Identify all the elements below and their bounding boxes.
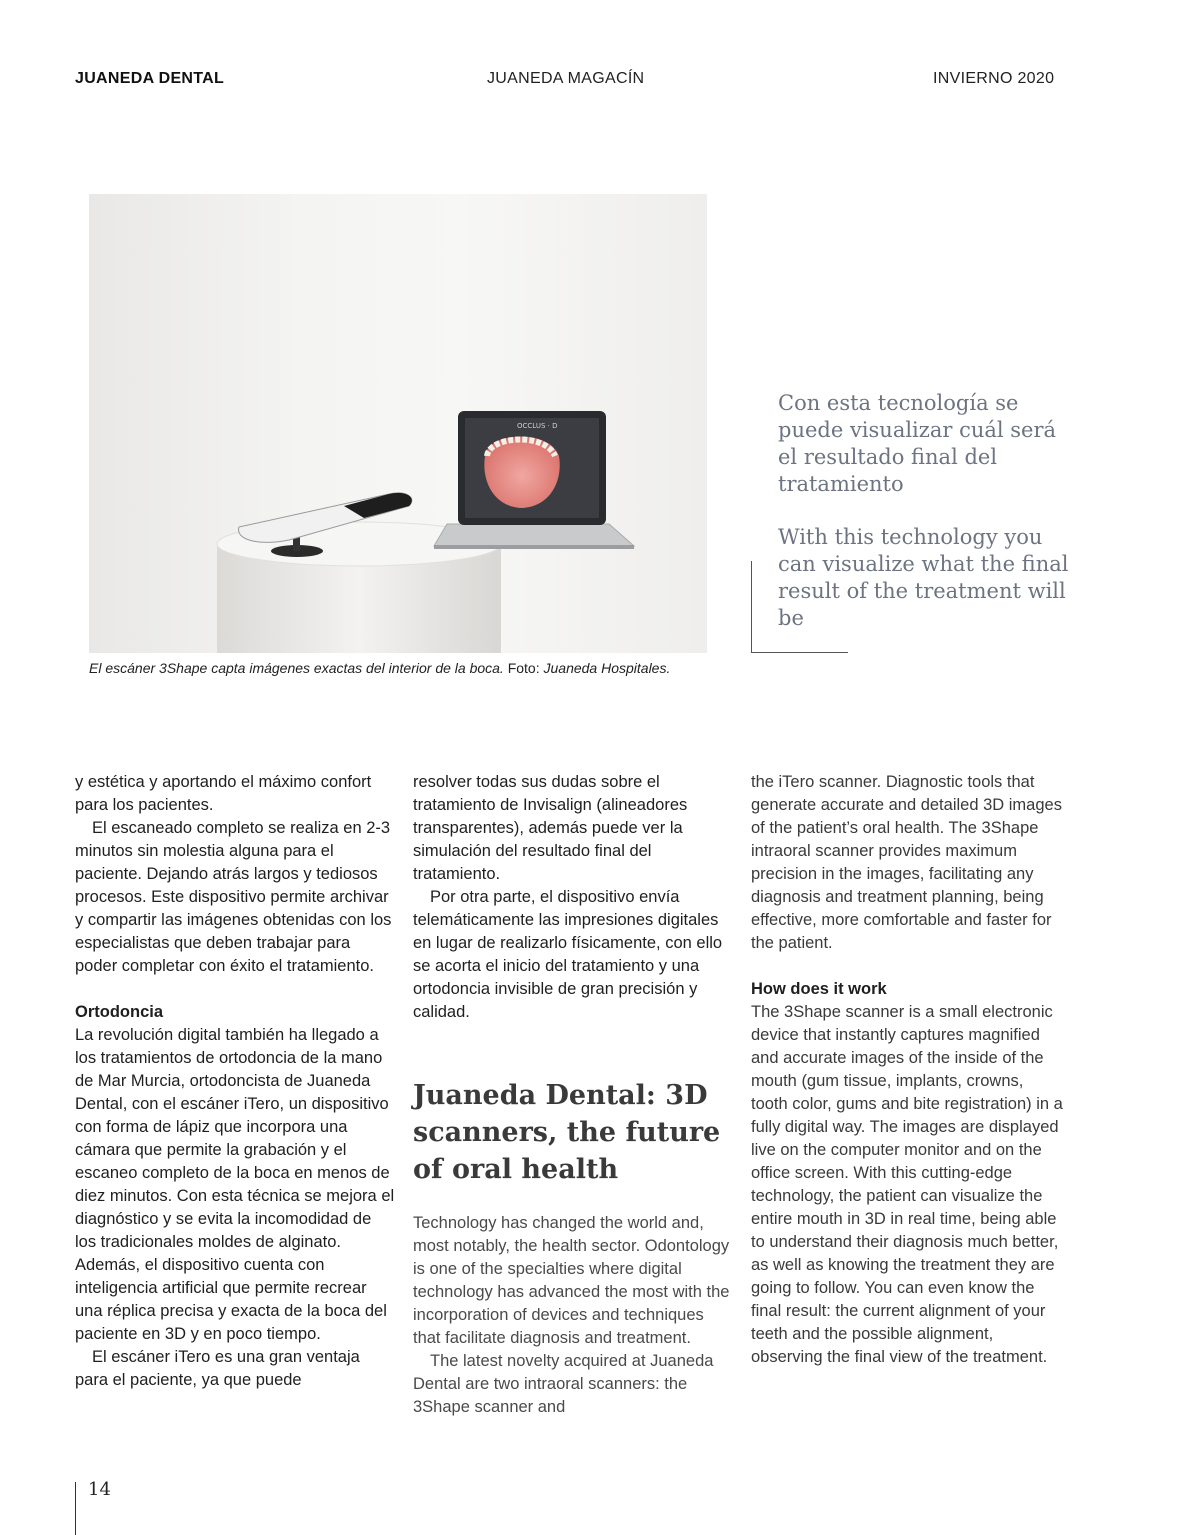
paragraph: The 3Shape scanner is a small electronic device that instantly captures magnified and accurate images of the inside of the mouth (gum tissue, implants, crowns, tooth color, gums and bite registration) in a fully digital way. The images are displayed live on the computer monitor and on the office screen. With this cutting-edge technology, the patient can visualize the entire mouth in 3D in real time, being able to understand their diagnosis much better, as well as knowing the treatment they are going to follow. You can even know the final result: the current alignment of your teeth and the possible alignment, observing the final view of the treatment. — [751, 1003, 1063, 1366]
pull-quote-spanish: Con esta tecnología se puede visualizar cuál será el resultado final del tratamiento — [778, 391, 1057, 496]
article-column-1 — [75, 771, 395, 1392]
header-issue-date: INVIERNO 2020 — [933, 70, 1055, 87]
paragraph: Technology has changed the world and, most notably, the health sector. Odontology is one of the specialties where digital technology has advanced the most with the incorporation of devices and techniques that facilitate diagnosis and treatment. — [413, 1214, 730, 1347]
caption-foto-label: Foto: — [507, 660, 540, 676]
photo-caption — [89, 660, 729, 676]
header-magazine-title: JUANEDA MAGACÍN — [487, 70, 645, 87]
page-number: 14 — [88, 1479, 111, 1500]
paragraph: El escaneado completo se realiza en 2-3 minutos sin molestia alguna para el paciente. Dejando atrás largos y tediosos procesos. Este dispositivo permite archivar y compartir las imágenes obtenidas con los especialistas que deben trabajar para poder completar con éxito el tratamiento. — [75, 819, 392, 975]
paragraph: The latest novelty acquired at Juaneda Dental are two intraoral scanners: the 3Shape scanner and — [413, 1352, 714, 1416]
scanner-photo-illustration — [89, 194, 707, 653]
scanner-photo — [89, 194, 707, 653]
header-section-title: JUANEDA DENTAL — [75, 70, 225, 87]
pull-quote-rule-horizontal — [751, 652, 848, 653]
english-article-title: Juaneda Dental: 3D scanners, the future of oral health — [413, 1080, 721, 1185]
paragraph: El escáner iTero es una gran ventaja para el paciente, ya que puede — [75, 1348, 360, 1389]
paragraph: resolver todas sus dudas sobre el tratamiento de Invisalign (alineadores transparentes), además puede ver la simulación del resultado final del tratamiento. — [413, 773, 688, 883]
paragraph: La revolución digital también ha llegado a los tratamientos de ortodoncia de la mano de Mar Murcia, ortodoncista de Juaneda Dental, con el escáner iTero, un dispositivo con forma de lápiz que incorpora una cámara que permite la grabación y el escaneo completo de la boca en menos de diez minutos. Con esta técnica se mejora el diagnóstico y se evita la incomodidad de los tradicionales moldes de alginato. Además, el dispositivo cuenta con inteligencia artificial que permite recrear una réplica precisa y exacta de la boca del paciente en 3D y en poco tiempo. — [75, 1026, 395, 1343]
pull-quote-rule-vertical — [751, 561, 752, 653]
section-heading-ortodoncia: Ortodoncia — [75, 1003, 164, 1021]
laptop-screen-label: OCCLUS · D — [517, 422, 558, 430]
caption-credit: Juaneda Hospitales. — [543, 660, 671, 676]
paragraph: y estética y aportando el máximo confort para los pacientes. — [75, 773, 372, 814]
paragraph: Por otra parte, el dispositivo envía telemáticamente las impresiones digitales en lugar de realizarlo físicamente, con ello se acorta el inicio del tratamiento y una ortodoncia invisible de gran precisión y calidad. — [413, 888, 723, 1021]
pull-quote-english: With this technology you can visualize what the final result of the treatment will be — [778, 525, 1069, 630]
section-heading-how-it-works: How does it work — [751, 980, 887, 998]
article-column-3 — [751, 771, 1063, 1369]
paragraph: the iTero scanner. Diagnostic tools that generate accurate and detailed 3D images of the patient’s oral health. The 3Shape intraoral scanner provides maximum precision in the images, facilitating any diagnosis and treatment planning, being effective, more comfortable and faster for the patient. — [751, 773, 1062, 952]
caption-text: El escáner 3Shape capta imágenes exactas del interior de la boca. — [89, 660, 504, 676]
page-number-rule — [75, 1482, 76, 1535]
article-column-2 — [413, 771, 733, 1419]
